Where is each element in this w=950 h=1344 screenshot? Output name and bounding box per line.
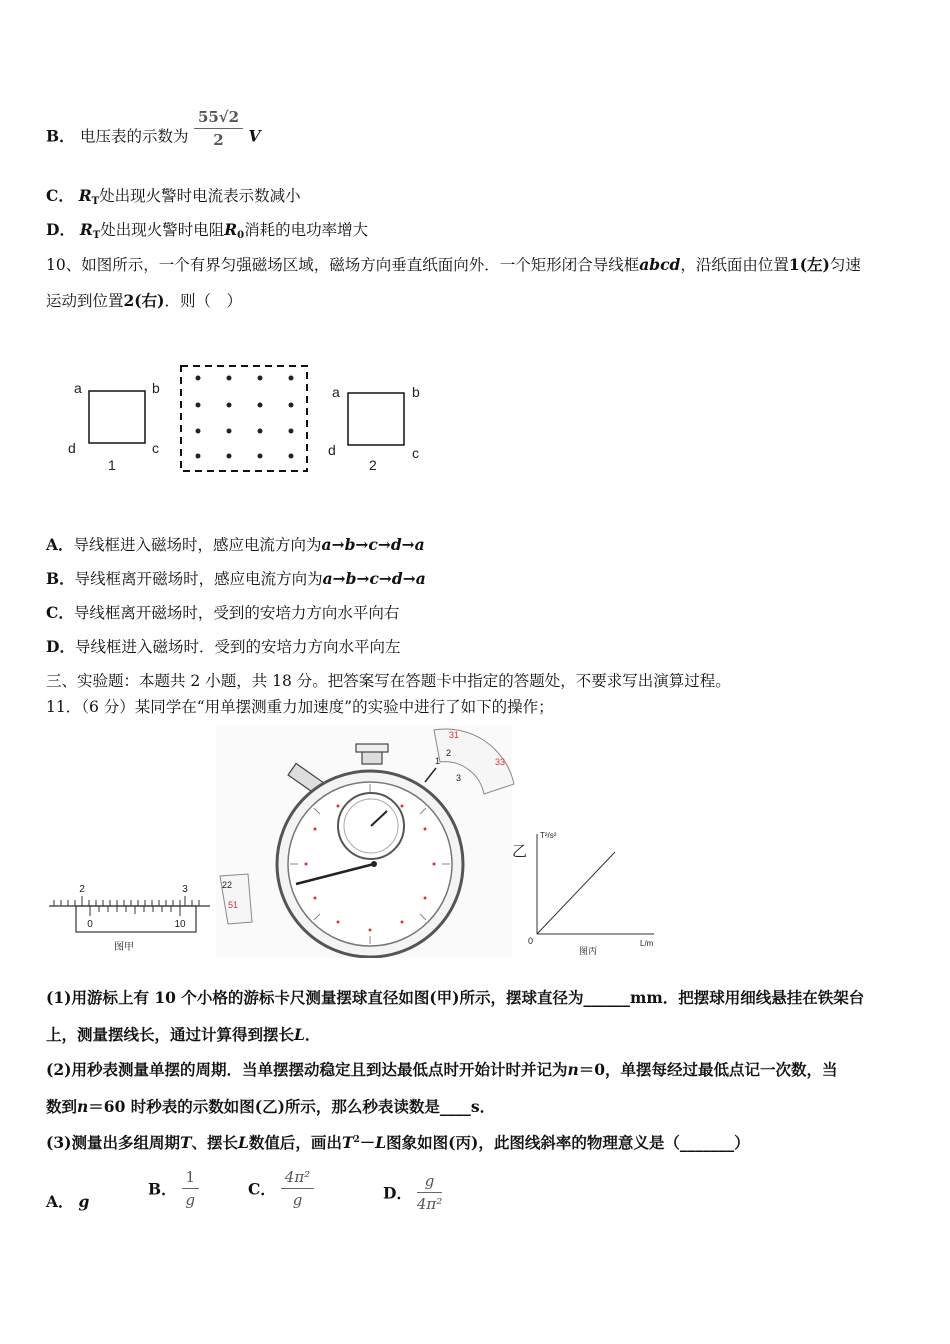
variable: n	[77, 1097, 89, 1116]
q11-part2-line1	[46, 1060, 838, 1080]
figure-label: 图甲	[114, 942, 134, 953]
mark-label: 51	[228, 900, 239, 910]
mark-label: 31	[449, 730, 460, 740]
variable: R	[224, 220, 238, 239]
current-sequence: a→b→c→d→a	[322, 569, 426, 588]
label-d: d	[328, 442, 336, 458]
subscript: T	[92, 230, 101, 241]
text: ＝0，单摆每经过最低点记一次数，当	[578, 1060, 838, 1079]
fraction-numerator: 55√2	[194, 106, 243, 129]
variable: L	[238, 1133, 249, 1153]
tick-label: 3	[182, 884, 188, 895]
variable: R	[79, 220, 93, 239]
q11-choice-d	[383, 1170, 442, 1215]
q11-figures	[44, 726, 664, 958]
option-letter: D．	[46, 637, 75, 656]
origin-label: 0	[528, 936, 534, 946]
fraction-numerator: g	[417, 1170, 442, 1193]
option-letter: A．	[46, 1192, 74, 1211]
variable: T	[179, 1133, 192, 1153]
fraction	[281, 1166, 314, 1211]
option-letter: B．	[46, 126, 75, 146]
fraction	[194, 106, 243, 151]
q10-option-d	[46, 637, 400, 657]
q11-choice-b	[148, 1166, 199, 1211]
variable: abcd	[639, 255, 681, 274]
text: (2)用秒表测量单摆的周期．当单摆摆动稳定且到达最低点时开始计时并记为	[46, 1060, 568, 1079]
x-axis-label: L/m	[640, 939, 654, 948]
option-letter: B．	[46, 569, 75, 588]
text: ．	[304, 1025, 321, 1044]
mark-label: 2	[446, 748, 452, 758]
text: 数到	[46, 1097, 78, 1116]
field-dots	[196, 376, 294, 459]
subscript: T	[91, 196, 100, 207]
option-text: 消耗的电功率增大	[244, 221, 369, 239]
vernier-caliper-figure	[49, 884, 210, 953]
current-sequence: a→b→c→d→a	[321, 535, 425, 554]
position-label: 1(左)	[788, 255, 830, 274]
label-b: b	[152, 380, 160, 396]
option-letter: C．	[46, 186, 74, 205]
fraction	[417, 1170, 442, 1215]
text: 图象如图(丙)，此图线斜率的物理意义是（_______）	[386, 1133, 750, 1153]
option-text: 导线框进入磁场时．受到的安培力方向水平向左	[74, 638, 401, 656]
option-value: g	[78, 1192, 90, 1211]
q10-option-c	[46, 603, 399, 623]
option-text: 处出现火警时电阻	[100, 221, 225, 239]
label-a: a	[74, 380, 82, 396]
option-letter: C．	[46, 603, 74, 622]
superscript: 2	[353, 1135, 360, 1145]
q11-part1-line1: (1)用游标上有 10 个小格的游标卡尺测量摆球直径如图(甲)所示，摆球直径为______mm．把摆球用细线悬挂在铁架台	[46, 988, 865, 1007]
left-frame	[89, 391, 145, 443]
tick-label: 2	[79, 884, 85, 895]
option-text: 导线框离开磁场时，受到的安培力方向水平向右	[73, 604, 400, 622]
mark-label: 22	[222, 880, 233, 890]
mark-label: 3	[456, 773, 462, 783]
stem-text: 10、如图所示，一个有界匀强磁场区域，磁场方向垂直纸面向外．一个矩形闭合导线框	[46, 256, 640, 274]
mark-label: 33	[495, 757, 506, 767]
stem-text: ．则（ ）	[164, 292, 242, 310]
stem-text: ，沿纸面由位置	[680, 256, 789, 274]
q9-option-c	[46, 186, 301, 212]
q11-stem: 11．（6 分）某同学在“用单摆测重力加速度”的实验中进行了如下的操作；	[46, 698, 554, 716]
fraction-denominator: 4π²	[416, 1195, 443, 1213]
mark-label: 1	[435, 756, 441, 766]
t2-l-graph	[512, 831, 654, 956]
position-label: 2(右)	[123, 291, 165, 310]
position-2: 2	[369, 457, 377, 473]
fraction-denominator: 2	[213, 131, 224, 149]
label-a: a	[332, 384, 340, 400]
q10-stem-line2	[46, 291, 242, 311]
fraction-numerator: 1	[182, 1166, 200, 1189]
text: (3)测量出多组周期	[46, 1133, 180, 1153]
variable: L	[375, 1133, 387, 1153]
q11-part1-line2	[46, 1025, 320, 1045]
right-frame	[348, 393, 404, 445]
option-letter: B．	[148, 1179, 177, 1199]
option-text: 导线框离开磁场时，感应电流方向为	[74, 570, 323, 588]
text: 数值后，画出	[248, 1133, 342, 1153]
tick-label: 0	[87, 919, 93, 930]
variable: T	[341, 1133, 354, 1153]
q9-option-d	[46, 220, 368, 246]
fraction-numerator: 4π²	[281, 1166, 314, 1189]
stem-text: 运动到位置	[46, 292, 124, 310]
variable: L	[294, 1025, 305, 1044]
option-letter: C．	[248, 1179, 276, 1199]
option-text: 导线框进入磁场时，感应电流方向为	[73, 536, 322, 554]
option-letter: A．	[46, 535, 74, 554]
section-heading: 三、实验题：本题共 2 小题，共 18 分。把答案写在答题卡中指定的答题处，不要求写出演算过程。	[46, 672, 731, 690]
q11-part3	[46, 1130, 750, 1153]
option-text: 电压表的示数为	[80, 127, 189, 146]
stopwatch-figure	[216, 726, 514, 958]
q11-choice-c	[248, 1166, 314, 1211]
q10-stem-line1	[46, 255, 861, 275]
variable: R	[78, 186, 92, 205]
text: 、摆长	[191, 1133, 239, 1153]
fraction	[182, 1166, 200, 1211]
option-letter: D．	[383, 1183, 412, 1203]
q11-part2-line2	[46, 1097, 495, 1117]
fraction-denominator: g	[185, 1191, 196, 1209]
variable: n	[567, 1060, 579, 1079]
y-axis-label: T²/s²	[540, 831, 557, 840]
magnetic-field-figure	[60, 355, 440, 485]
text: －	[359, 1133, 376, 1153]
label-c: c	[412, 445, 419, 461]
label-d: d	[68, 440, 76, 456]
unit: V	[248, 126, 261, 146]
option-letter: D．	[46, 220, 75, 239]
position-1: 1	[108, 457, 116, 473]
stem-text: 匀速	[829, 256, 861, 274]
text: 上，测量摆线长，通过计算得到摆长	[46, 1025, 295, 1044]
fraction-denominator: g	[292, 1191, 303, 1209]
label-c: c	[152, 440, 159, 456]
label-b: b	[412, 384, 420, 400]
text: ＝60 时秒表的示数如图(乙)所示，那么秒表读数是____s．	[88, 1097, 496, 1116]
subscript: 0	[237, 230, 245, 241]
option-text: 处出现火警时电流表示数减小	[99, 187, 301, 205]
tick-label: 10	[174, 919, 186, 930]
q9-option-b	[46, 108, 261, 151]
figure-label: 图丙	[579, 946, 598, 956]
q10-option-b	[46, 569, 426, 589]
q10-option-a	[46, 535, 425, 555]
q11-choice-a	[46, 1190, 89, 1212]
figure-label: 乙	[512, 843, 528, 860]
